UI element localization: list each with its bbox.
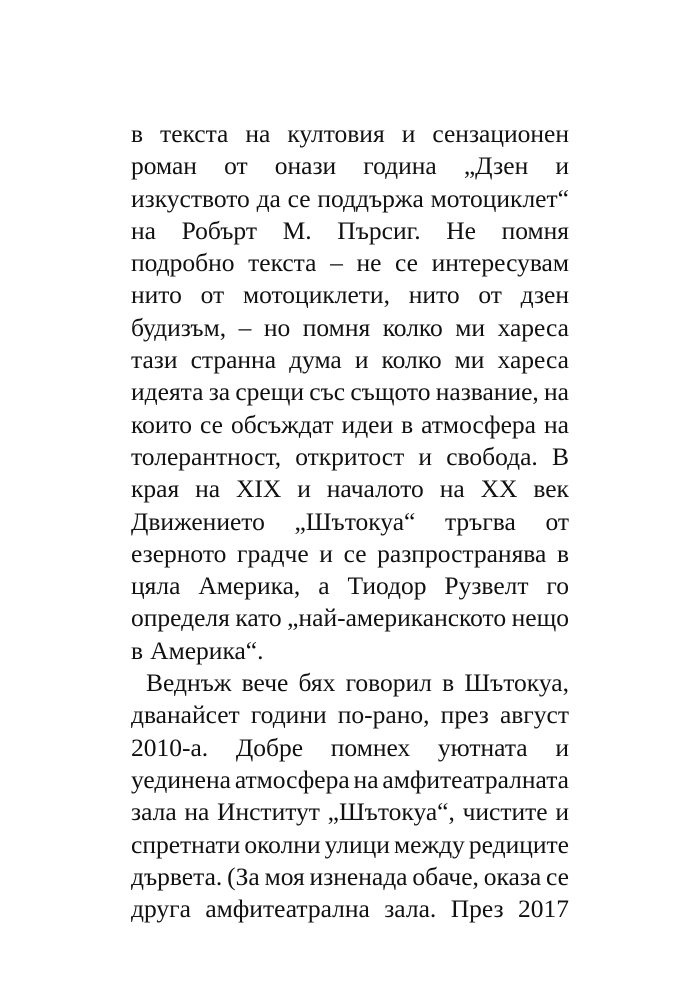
text-word: култовия: [287, 119, 385, 148]
text-word: роман: [131, 151, 197, 181]
text-word: обаче,: [412, 861, 479, 891]
text-word: онази: [274, 151, 337, 181]
text-word: „Шътокуа“: [294, 506, 416, 536]
text-word: тази: [131, 345, 178, 375]
text-line: [131, 150, 569, 182]
text-line: [131, 247, 569, 279]
text-word: и: [555, 151, 569, 181]
text-word: август: [499, 700, 569, 730]
text-word: със: [309, 377, 346, 407]
text-word: свобода.: [446, 441, 538, 471]
text-word: на: [543, 409, 569, 439]
text-word: които: [131, 409, 193, 439]
text-line: [131, 829, 569, 861]
text-word: амфитеатралната: [382, 764, 569, 794]
text-word: идеи: [341, 409, 394, 439]
text-word: ми: [455, 312, 486, 342]
text-line: [131, 796, 569, 828]
text-word: амфитеатрална: [205, 894, 370, 924]
text-word: мотоциклети,: [242, 280, 390, 310]
text-word: на: [195, 474, 221, 504]
text-word: XX: [480, 474, 518, 504]
text-word: в: [131, 635, 144, 665]
text-word: години: [250, 700, 327, 730]
text-word: Веднъж: [146, 668, 232, 698]
text-word: (За: [227, 861, 260, 891]
text-word: колко: [381, 345, 442, 375]
text-word: сензационен: [432, 119, 569, 148]
text-word: по-рано,: [337, 700, 430, 730]
text-word: текста: [160, 119, 229, 148]
text-word: нито: [131, 280, 182, 310]
text-word: в: [442, 668, 455, 698]
text-line: [131, 279, 569, 311]
text-word: друга: [131, 894, 191, 924]
text-word: Америка“.: [150, 635, 264, 665]
text-word: атмосфера: [421, 409, 536, 439]
text-word: идеята: [131, 377, 204, 407]
text-word: от: [545, 506, 569, 536]
text-word: помня: [302, 312, 371, 342]
text-word: Пърсиг.: [337, 215, 421, 245]
text-line: [131, 409, 569, 441]
text-word: в: [556, 538, 569, 568]
text-word: изкуството: [131, 183, 250, 213]
text-word: Рузвелт: [444, 571, 529, 601]
text-word: не: [356, 248, 382, 278]
text-word: на: [353, 764, 379, 794]
text-word: М.: [282, 215, 312, 245]
text-line: [131, 344, 569, 376]
text-word: между: [394, 829, 465, 859]
text-word: дървета.: [131, 861, 223, 891]
text-word: зала: [131, 797, 177, 827]
text-word: хареса: [497, 345, 569, 375]
text-word: се: [287, 183, 311, 213]
text-word: обсъждат: [230, 409, 334, 439]
text-word: началото: [326, 474, 424, 504]
text-word: година: [363, 151, 437, 181]
text-word: и: [354, 345, 369, 375]
text-word: „Шътокуа“,: [327, 797, 455, 827]
text-line: [131, 118, 569, 150]
text-word: а: [318, 571, 330, 601]
text-word: от: [200, 280, 225, 310]
text-word: атмосфера: [234, 764, 350, 794]
text-word: се: [395, 248, 418, 278]
text-line: [131, 506, 569, 538]
text-word: и: [297, 474, 311, 504]
text-line: [131, 764, 569, 796]
text-line: [131, 538, 569, 570]
text-word: но: [263, 312, 291, 342]
text-word: „Дзен: [463, 151, 529, 181]
text-word: определя: [131, 603, 230, 633]
text-word: нито: [408, 280, 460, 310]
text-word: Америка,: [198, 571, 301, 601]
text-line: [131, 732, 569, 764]
text-word: вече: [241, 668, 289, 698]
text-word: –: [330, 248, 343, 278]
text-word: странна: [190, 345, 277, 375]
text-word: се: [200, 409, 223, 439]
text-word: да: [256, 183, 281, 213]
text-word: езерното: [131, 538, 227, 568]
text-word: Шътокуа,: [464, 668, 569, 698]
text-word: зала.: [384, 894, 437, 924]
text-word: 2010-а.: [131, 732, 209, 762]
text-word: –: [238, 312, 252, 342]
text-word: интересувам: [431, 248, 569, 278]
text-line: [131, 699, 569, 731]
text-word: в: [131, 119, 144, 148]
text-word: През: [450, 894, 504, 924]
text-line: [131, 312, 569, 344]
text-word: мотоциклет“: [430, 183, 569, 213]
text-word: уютната: [437, 732, 528, 762]
text-word: будизъм,: [131, 312, 227, 342]
text-word: и: [418, 441, 433, 471]
text-word: Добре: [235, 732, 304, 762]
text-word: В: [551, 441, 569, 471]
text-line: [131, 376, 569, 408]
text-word: колко: [382, 312, 443, 342]
text-word: го: [546, 571, 569, 601]
text-word: като: [235, 603, 282, 633]
text-word: от: [478, 280, 502, 310]
text-word: чистите: [462, 797, 548, 827]
text-word: бях: [298, 668, 336, 698]
text-line: [131, 570, 569, 602]
text-word: говорил: [345, 668, 432, 698]
text-word: помня: [501, 215, 569, 245]
text-word: дванайсет: [131, 700, 240, 730]
text-word: дума: [289, 345, 342, 375]
text-line: [131, 441, 569, 473]
text-word: поддържа: [317, 183, 424, 213]
text-word: моя: [264, 861, 305, 891]
text-word: Робърт: [181, 215, 257, 245]
text-line: [131, 861, 569, 893]
text-word: края: [131, 474, 180, 504]
text-word: „най-американското: [287, 603, 507, 633]
text-word: градче: [237, 538, 309, 568]
text-word: дзен: [520, 280, 569, 310]
text-word: уединена: [131, 764, 231, 794]
text-word: помнех: [330, 732, 411, 762]
text-word: оказа: [483, 861, 542, 891]
text-word: в: [401, 409, 414, 439]
text-word: и: [401, 119, 416, 148]
text-word: на: [439, 474, 465, 504]
text-line: [131, 635, 569, 667]
text-word: XIX: [235, 474, 282, 504]
text-word: тръгва: [444, 506, 516, 536]
text-word: от: [224, 151, 248, 181]
text-word: ми: [454, 345, 485, 375]
text-word: околни: [244, 829, 321, 859]
text-word: улици: [324, 829, 390, 859]
text-word: на: [544, 377, 569, 407]
text-word: за: [208, 377, 231, 407]
text-word: Институт: [217, 797, 320, 827]
text-line: [131, 473, 569, 505]
text-line: [131, 667, 569, 699]
text-word: и: [555, 732, 569, 762]
text-word: същото: [350, 377, 431, 407]
text-word: срещи: [235, 377, 305, 407]
text-word: на: [131, 215, 156, 245]
text-line: [131, 602, 569, 634]
text-word: Движението: [131, 506, 265, 536]
body-text: [131, 118, 569, 925]
text-word: на: [245, 119, 271, 148]
text-word: изненада: [309, 861, 408, 891]
text-word: се: [343, 538, 367, 568]
text-word: век: [533, 474, 569, 504]
text-word: редиците: [468, 829, 569, 859]
text-word: хареса: [497, 312, 569, 342]
text-word: 2017: [517, 894, 569, 924]
text-word: Не: [446, 215, 476, 245]
text-word: толерантност,: [131, 441, 282, 471]
text-word: през: [440, 700, 489, 730]
text-word: откритост: [295, 441, 405, 471]
text-word: спретнати: [131, 829, 241, 859]
text-word: и: [319, 538, 333, 568]
text-word: и: [555, 797, 569, 827]
text-word: на: [184, 797, 210, 827]
text-word: цяла: [131, 571, 181, 601]
text-word: название,: [435, 377, 539, 407]
text-word: текста: [248, 248, 317, 278]
text-line: [131, 893, 569, 925]
text-word: се: [546, 861, 569, 891]
text-word: разпространява: [377, 538, 547, 568]
text-word: подробно: [131, 248, 235, 278]
text-line: [131, 183, 569, 215]
text-line: [131, 215, 569, 247]
text-word: Тиодор: [347, 571, 427, 601]
text-word: нещо: [511, 603, 569, 633]
